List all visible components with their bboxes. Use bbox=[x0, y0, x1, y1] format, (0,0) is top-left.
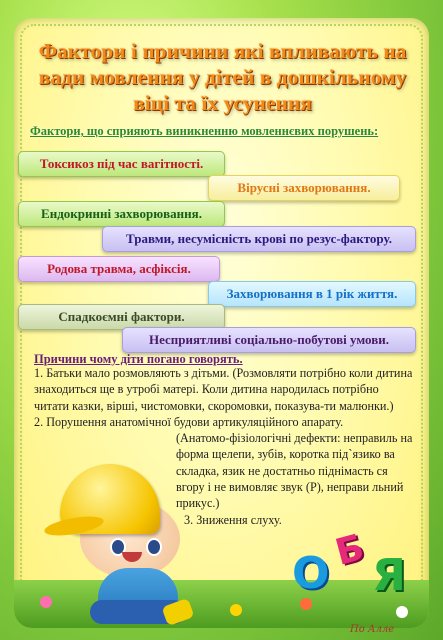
flower-decoration bbox=[300, 598, 312, 610]
factor-item: Захворювання в 1 рік життя. bbox=[208, 281, 416, 307]
eye-icon bbox=[146, 538, 162, 556]
cause-2: 2. Порушення анатомічної будови артикуляційного апарату. bbox=[34, 414, 344, 429]
factor-item: Несприятливі соціально-побутові умови. bbox=[122, 327, 416, 353]
cause-1: 1. Батьки мало розмовляють з дітьми. (Розмовляти потрібно коли дитина знаходиться ще в утробі матері. Коли дитина народилась потрібно читати казки, вірші, чистомовки, скоромовки, показува-ти малюнки.) bbox=[34, 366, 413, 413]
baby-illustration bbox=[40, 460, 240, 630]
factors-heading: Фактори, що сприяють виникненню мовленнєвих порушень: bbox=[30, 124, 379, 138]
flower-decoration bbox=[396, 606, 408, 618]
signature: По Алле bbox=[350, 624, 395, 635]
letter-decoration: Б bbox=[331, 527, 369, 574]
letter-decoration: О bbox=[292, 548, 330, 599]
cause-3: 3. Зниження слуху. bbox=[184, 512, 282, 527]
causes-heading: Причини чому діти погано говорять. bbox=[34, 352, 243, 366]
factor-item: Ендокринні захворювання. bbox=[18, 201, 225, 227]
cause-2-detail: (Анатомо-фізіологічні дефекти: неправиль на форма щелепи, зубів, коротка під`язико ва складка, язик не достатньо піднімасть ся вгору і не вимовляє звук (Р), неправи льний прикус.) bbox=[176, 431, 413, 511]
factor-item: Спадкоємні фактори. bbox=[18, 304, 225, 330]
factor-item: Вірусні захворювання. bbox=[208, 175, 400, 201]
letter-decoration: Я bbox=[372, 550, 406, 601]
page-title: Фактори і причини які впливають на вади мовлення у дітей в дошкільному віці та їх усунення bbox=[38, 39, 407, 115]
factor-item: Травми, несумісність крові по резус-фактору. bbox=[102, 226, 416, 252]
factor-item: Родова травма, асфіксія. bbox=[18, 256, 220, 282]
factor-item: Токсикоз під час вагітності. bbox=[18, 151, 225, 177]
